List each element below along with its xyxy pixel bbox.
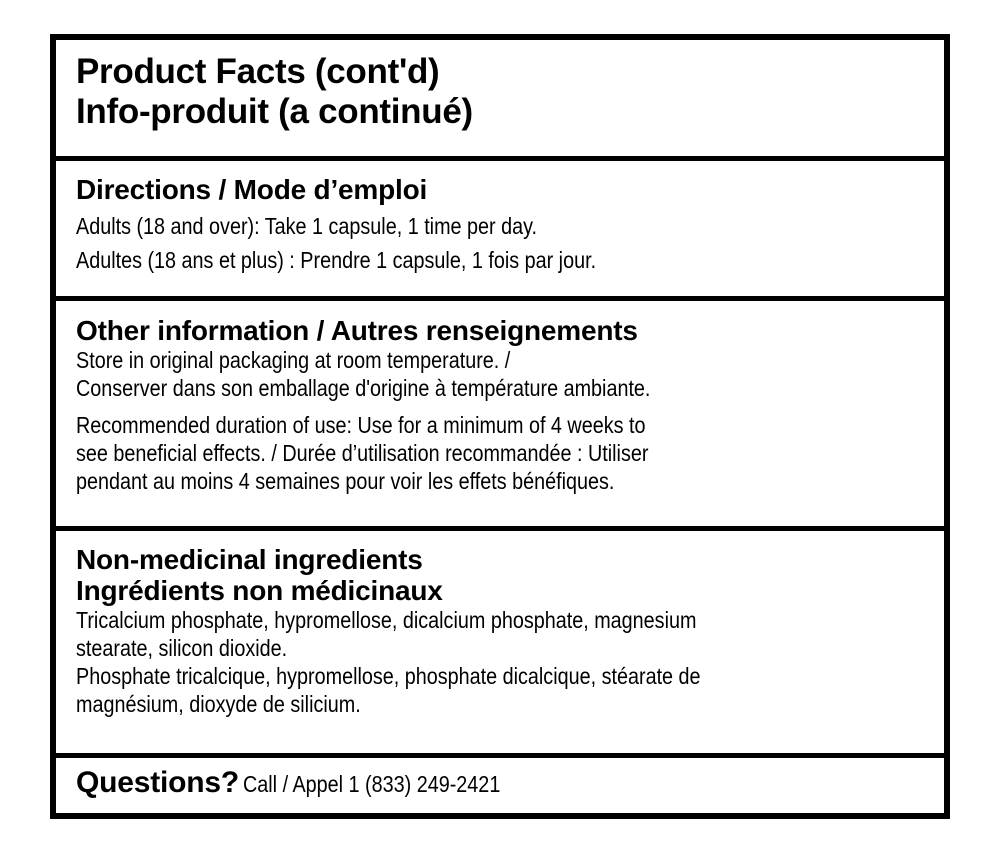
ingredients-fr-line-2: magnésium, dioxyde de silicium. — [76, 691, 361, 717]
divider — [56, 296, 944, 301]
questions-phone: Call / Appel 1 (833) 249-2421 — [243, 771, 501, 797]
divider — [56, 156, 944, 161]
divider — [56, 526, 944, 531]
duration-line-3: pendant au moins 4 semaines pour voir les effets bénéfiques. — [76, 468, 615, 494]
directions-section — [56, 174, 944, 274]
other-info-section — [56, 315, 944, 495]
title-fr: Info-produit (a continué) — [76, 92, 473, 131]
label-header — [56, 52, 944, 132]
storage-line-1: Store in original packaging at room temperature. / — [76, 347, 511, 373]
non-medicinal-heading-fr: Ingrédients non médicinaux — [76, 575, 443, 606]
product-facts-label — [50, 34, 950, 819]
other-info-heading: Other information / Autres renseignements — [76, 315, 638, 346]
questions-label: Questions? — [76, 766, 240, 799]
non-medicinal-section — [56, 544, 944, 718]
questions-section — [56, 766, 944, 800]
divider — [56, 753, 944, 758]
directions-heading: Directions / Mode d’emploi — [76, 174, 428, 205]
duration-line-1: Recommended duration of use: Use for a minimum of 4 weeks to — [76, 412, 646, 438]
questions-line — [76, 766, 928, 800]
ingredients-fr-line-1: Phosphate tricalcique, hypromellose, phosphate dicalcique, stéarate de — [76, 663, 701, 689]
ingredients-en-line-1: Tricalcium phosphate, hypromellose, dicalcium phosphate, magnesium — [76, 607, 697, 633]
directions-line-en: Adults (18 and over): Take 1 capsule, 1 time per day. — [76, 213, 538, 239]
title-en: Product Facts (cont'd) — [76, 52, 440, 91]
non-medicinal-heading-en: Non-medicinal ingredients — [76, 544, 423, 575]
duration-line-2: see beneficial effects. / Durée d’utilisation recommandée : Utiliser — [76, 440, 649, 466]
directions-line-fr: Adultes (18 ans et plus) : Prendre 1 capsule, 1 fois par jour. — [76, 247, 597, 273]
storage-line-2: Conserver dans son emballage d'origine à température ambiante. — [76, 375, 651, 401]
ingredients-en-line-2: stearate, silicon dioxide. — [76, 635, 288, 661]
